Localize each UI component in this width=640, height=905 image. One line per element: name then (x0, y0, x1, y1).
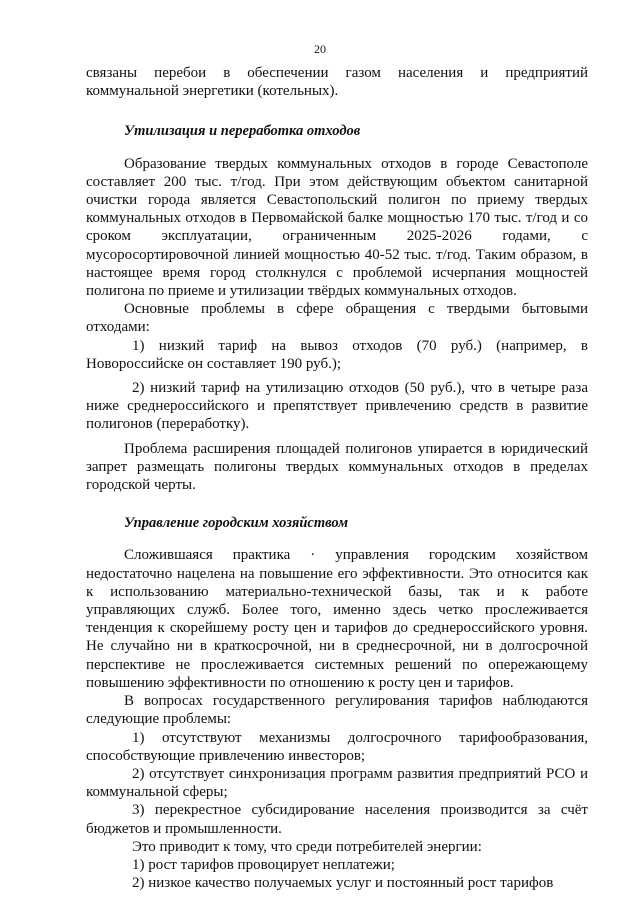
list-item-tariff-3: 3) перекрестное субсидирование населения производится за счёт бюджетов и промышленности. (86, 802, 588, 837)
paragraph-continuation: связаны перебои в обеспечении газом населения и предприятий коммунальной энергетики (котельных). (86, 65, 588, 100)
paragraph-waste-problems-intro: Основные проблемы в сфере обращения с твердыми бытовыми отходами: (86, 301, 588, 336)
list-item-consumers-2: 2) низкое качество получаемых услуг и постоянный рост тарифов (132, 875, 554, 892)
section-heading-city-management: Управление городским хозяйством (124, 515, 349, 532)
paragraph-landfill-expansion: Проблема расширения площадей полигонов упирается в юридический запрет размещать полигоны твердых коммунальных отходов в пределах городской черты. (86, 440, 588, 494)
section-heading-waste: Утилизация и переработка отходов (124, 123, 361, 140)
paragraph-management-practice: Сложившаяся практика · управления городским хозяйством недостаточно нацелена на повышение его эффективности. Это относится как к использованию материально-технической базы, так и к работе управляющих служб. Более того, именно здесь четко прослеживается тенденция к скорейшему росту цен и тарифов до среднероссийского уровня. Не случайно ни в краткосрочной, ни в среднесрочной, ни в долгосрочной перспективе не прослеживается системных решений по опережающему повышению эффективности по отношению к росту цен и тарифов. (86, 547, 588, 691)
paragraph-consumers-intro: Это приводит к тому, что среди потребителей энергии: (132, 838, 482, 855)
page-number: 20 (314, 42, 326, 56)
list-item-waste-2: 2) низкий тариф на утилизацию отходов (50 руб.), что в четыре раза ниже среднероссийского и препятствует привлечению средств в развитие полигонов (переработку). (86, 380, 588, 433)
list-item-tariff-1: 1) отсутствуют механизмы долгосрочного тарифообразования, способствующие привлечению инвесторов; (86, 729, 588, 764)
paragraph-tariff-regulation-intro: В вопросах государственного регулирования тарифов наблюдаются следующие проблемы: (86, 693, 588, 728)
paragraph-waste-volume: Образование твердых коммунальных отходов в городе Севастополе составляет 200 тыс. т/год. При этом действующим объектом санитарной очистки города является Севастопольский полигон по приему твердых коммунальных отходов в Первомайской балке мощностью 170 тыс. т/год и со сроком эксплуатации, ограниченным 2025-2026 годами, с мусоросортировочной линией мощностью 40-52 тыс. т/год. Таким образом, в настоящее время город столкнулся с проблемой исчерпания мощностей полигона по приеме и утилизации твёрдых коммунальных отходов. (86, 155, 588, 300)
list-item-waste-1: 1) низкий тариф на вывоз отходов (70 руб.) (например, в Новороссийске он составляет 190 руб.); (86, 337, 588, 372)
list-item-consumers-1: 1) рост тарифов провоцирует неплатежи; (132, 856, 395, 873)
list-item-tariff-2: 2) отсутствует синхронизация программ развития предприятий РСО и коммунальной сферы; (86, 765, 588, 801)
document-body (86, 64, 588, 892)
